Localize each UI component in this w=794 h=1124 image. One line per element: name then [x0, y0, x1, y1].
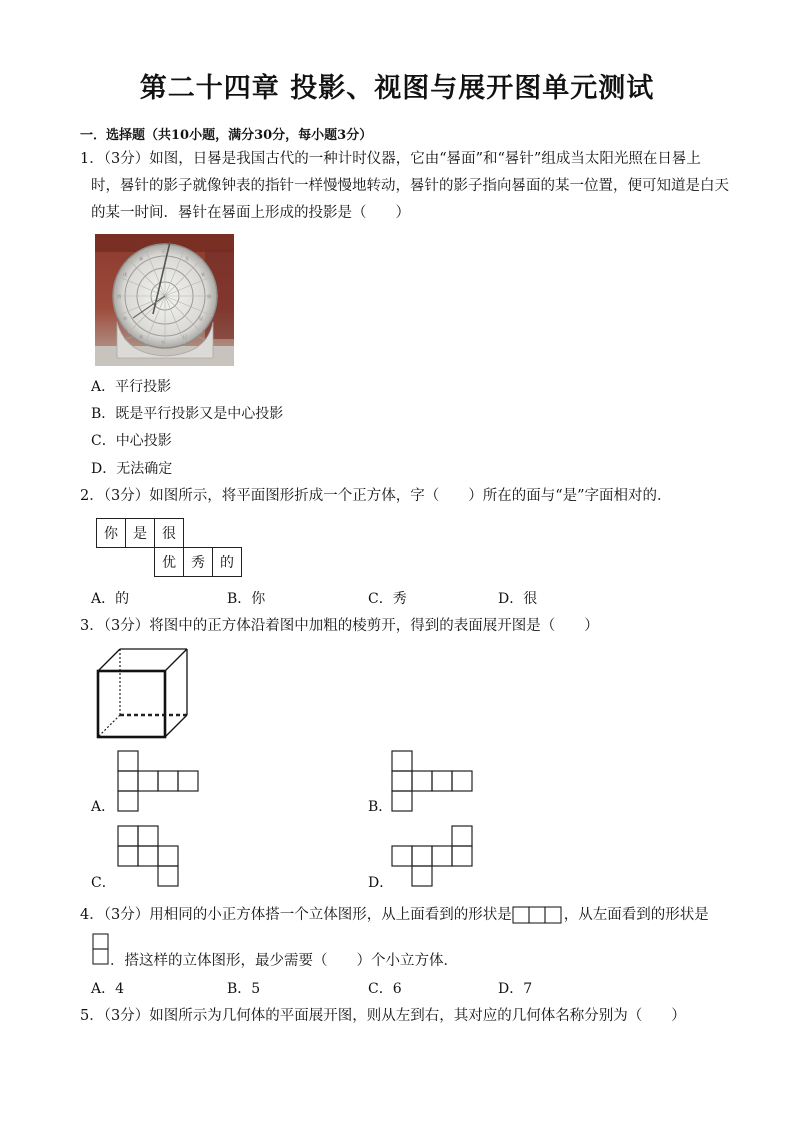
net-cell: 的 — [213, 548, 242, 577]
q3-label-b: B． — [368, 799, 393, 815]
q3-net-b — [391, 750, 473, 816]
q4-option-c: C．6 — [368, 981, 402, 997]
q3-label-a: A． — [91, 799, 116, 815]
svg-text:午: 午 — [161, 340, 165, 345]
q2-net-grid — [96, 518, 242, 577]
svg-text:申: 申 — [123, 316, 127, 321]
q1-option-d: D．无法确定 — [91, 461, 173, 477]
svg-text:未: 未 — [139, 334, 143, 339]
q4-top-view-icon — [512, 906, 564, 924]
q3-net-c — [117, 825, 179, 891]
q4-option-d: D．7 — [498, 981, 533, 997]
q2-option-d: D．很 — [498, 591, 538, 607]
svg-text:巳: 巳 — [183, 334, 187, 339]
q4-option-a: A．4 — [91, 981, 125, 997]
q1-option-a: A．平行投影 — [91, 379, 172, 395]
net-cell: 你 — [97, 519, 126, 548]
svg-text:亥: 亥 — [139, 256, 143, 261]
q2-option-b: B．你 — [227, 591, 266, 607]
net-cell: 秀 — [184, 548, 213, 577]
q4-line-1 — [80, 902, 709, 929]
q2-option-a: A．的 — [91, 591, 130, 607]
q3-text: 3．（3分）将图中的正方体沿着图中加粗的棱剪开，得到的表面展开图是（ ） — [80, 618, 599, 634]
q5-text: 5．（3分）如图所示为几何体的平面展开图，则从左到右，其对应的几何体名称分别为（ ） — [80, 1008, 686, 1024]
q3-cube-figure — [94, 645, 194, 747]
q2-option-c: C．秀 — [368, 591, 407, 607]
svg-text:子: 子 — [161, 249, 165, 254]
net-cell: 优 — [155, 548, 184, 577]
q1-line-3: 的某一时间．晷针在晷面上形成的投影是（ ） — [91, 205, 410, 221]
svg-text:戌: 戌 — [123, 272, 127, 277]
q1-line-1: 1．（3分）如图，日晷是我国古代的一种计时仪器，它由“晷面”和“晷针”组成当太阳光照在日晷上 — [80, 151, 701, 167]
section-heading: 一．选择题（共10小题，满分30分，每小题3分） — [80, 128, 373, 143]
q4-text-b: ，从左面看到的形状是 — [563, 907, 709, 923]
svg-text:卯: 卯 — [207, 294, 211, 299]
q3-label-c: C． — [91, 875, 116, 891]
svg-text:寅: 寅 — [201, 272, 205, 277]
svg-text:丑: 丑 — [185, 256, 189, 261]
net-cell: 很 — [155, 519, 184, 548]
q3-net-a — [117, 750, 199, 816]
q3-label-d: D． — [368, 875, 394, 891]
q4-option-b: B．5 — [227, 981, 261, 997]
q1-option-c: C．中心投影 — [91, 433, 172, 449]
q4-text-a: 4．（3分）用相同的小正方体搭一个立体图形，从上面看到的形状是 — [80, 907, 512, 923]
q1-option-b: B．既是平行投影又是中心投影 — [91, 406, 284, 422]
net-cell: 是 — [126, 519, 155, 548]
q2-text: 2．（3分）如图所示，将平面图形折成一个正方体，字（ ）所在的面与“是”字面相对的． — [80, 488, 672, 504]
sundial-image — [95, 234, 234, 366]
page-title: 第二十四章 投影、视图与展开图单元测试 — [139, 73, 655, 104]
q4-left-view-icon — [92, 933, 110, 971]
svg-text:酉: 酉 — [117, 294, 121, 299]
q4-text-c: ．搭这样的立体图形，最少需要（ ）个小立方体． — [110, 953, 458, 969]
q1-line-2: 时，晷针的影子就像钟表的指针一样慢慢地转动，晷针的影子指向晷面的某一位置，便可知道是白天 — [91, 178, 729, 194]
q3-net-d — [391, 825, 473, 891]
svg-text:辰: 辰 — [199, 316, 203, 321]
